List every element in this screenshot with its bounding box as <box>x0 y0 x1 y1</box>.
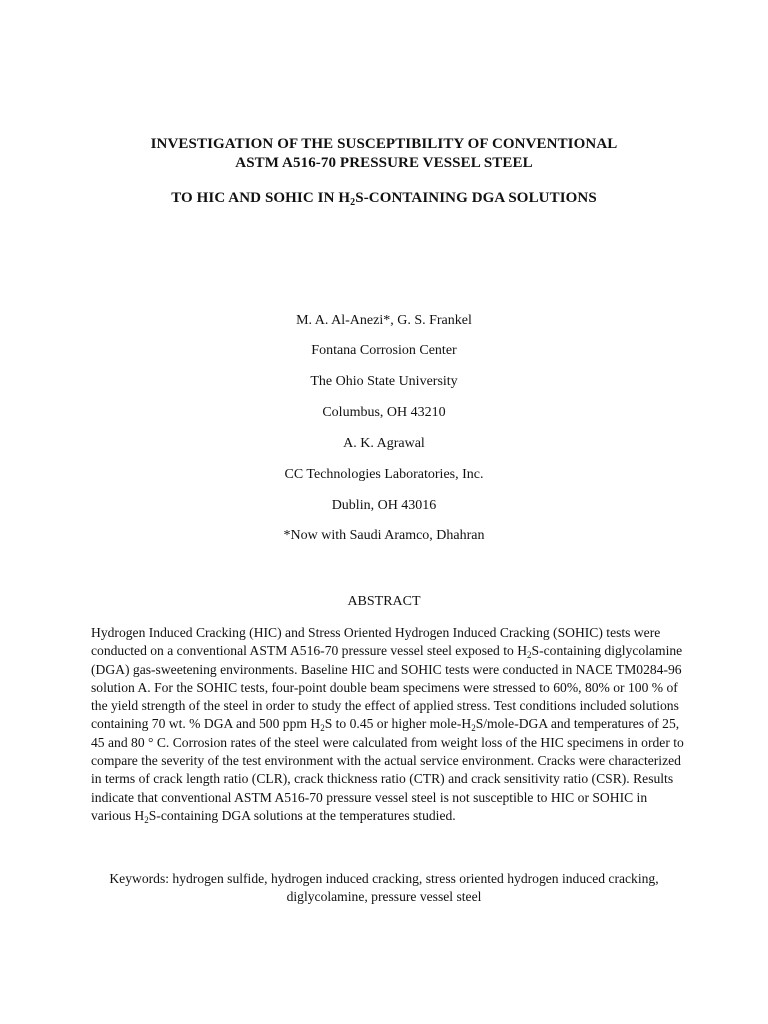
author-2-name: A. K. Agrawal <box>343 436 425 451</box>
title-line-1: INVESTIGATION OF THE SUSCEPTIBILITY OF CONVENTIONAL <box>150 136 618 152</box>
abstract-text-4: S/mole-DGA and temperatures of 25, 45 and 80 ° C. Corrosion rates of the steel were calculated from weight loss of the HIC specimens in order to compare the severity of the test environment with the actual service environment. Cracks were characterized in terms of crack length ratio (CLR), crack thickness ratio (CTR) and crack sensitivity ratio (CSR). Results indicate that conventional ASTM A516-70 pressure vessel steel is not susceptible to HIC or SOHIC in various H <box>91 716 684 823</box>
abstract-body <box>91 624 685 825</box>
affiliation-1-line-2: The Ohio State University <box>310 374 458 389</box>
keywords: Keywords: hydrogen sulfide, hydrogen induced cracking, stress oriented hydrogen induced cracking, diglycolamine, pressure vessel steel <box>109 871 659 905</box>
abstract-text-5: S-containing DGA solutions at the temperatures studied. <box>148 807 456 823</box>
abstract-subscript-3: 2 <box>471 723 476 734</box>
title-line-2: ASTM A516-70 PRESSURE VESSEL STEEL <box>235 155 533 171</box>
abstract-text-3: S to 0.45 or higher mole-H <box>324 716 472 732</box>
abstract-subscript-1: 2 <box>527 650 532 661</box>
title-line-3-start: TO HIC AND SOHIC IN H <box>171 190 351 206</box>
title-line-3-end: S-CONTAINING DGA SOLUTIONS <box>355 190 597 206</box>
author-names: M. A. Al-Anezi*, G. S. Frankel <box>296 313 472 328</box>
paper-title <box>0 135 768 173</box>
affiliation-1-line-3: Columbus, OH 43210 <box>322 405 446 420</box>
abstract-text-1: Hydrogen Induced Cracking (HIC) and Stress Oriented Hydrogen Induced Cracking (SOHIC) tests were conducted on a conventional ASTM A516-70 pressure vessel steel exposed to H <box>91 625 661 659</box>
affiliation-1-line-1: Fontana Corrosion Center <box>311 343 457 358</box>
author-footnote: *Now with Saudi Aramco, Dhahran <box>283 528 485 543</box>
affiliation-2-line-2: Dublin, OH 43016 <box>331 498 437 513</box>
paper-title-line-3 <box>0 189 768 208</box>
abstract-text-2: S-containing diglycolamine (DGA) gas-sweetening environments. Baseline HIC and SOHIC tests were conducted in NACE TM0284-96 solution A. For the SOHIC tests, four-point double beam specimens were stressed to 60%, 80% or 100 % of the yield strength of the steel in order to study the effect of applied stress. Test conditions included solutions containing 70 wt. % DGA and 500 ppm H <box>91 643 683 732</box>
abstract-subscript-4: 2 <box>144 814 149 825</box>
abstract-subscript-2: 2 <box>320 723 325 734</box>
abstract-heading: ABSTRACT <box>347 594 421 609</box>
affiliation-2-line-1: CC Technologies Laboratories, Inc. <box>284 467 484 482</box>
title-subscript: 2 <box>350 197 356 208</box>
